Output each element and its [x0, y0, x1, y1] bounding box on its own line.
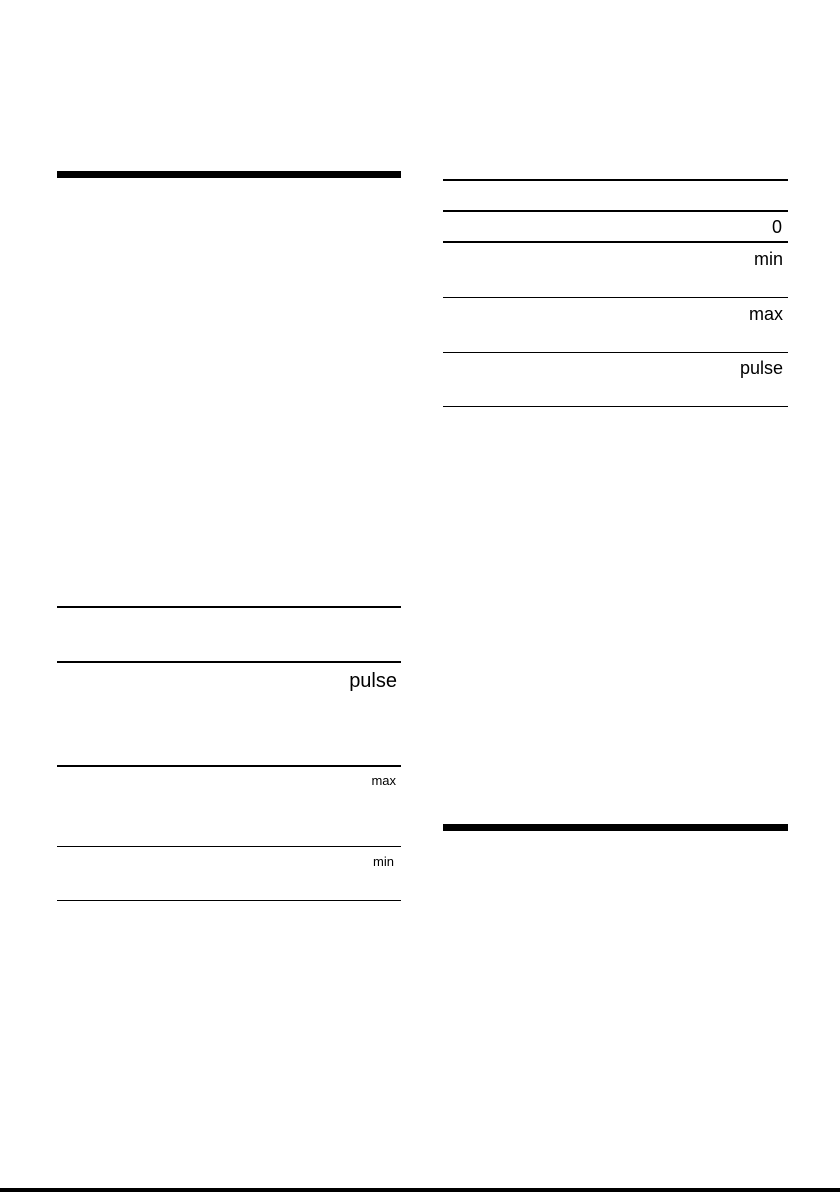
- left-table-cell-max: max: [371, 773, 396, 788]
- left-table-top-rule: [57, 606, 401, 608]
- right-table-row-rule: [443, 297, 788, 298]
- right-table-cell-min: min: [753, 249, 783, 269]
- page-bottom-border: [0, 1188, 840, 1192]
- left-table-cell-pulse: pulse: [349, 670, 397, 692]
- left-table-row-rule: [57, 765, 401, 767]
- right-table-top-rule: [443, 179, 788, 181]
- right-table-bottom-rule: [443, 406, 788, 407]
- left-table-bottom-rule: [57, 900, 401, 901]
- left-settings-table: [57, 606, 401, 902]
- right-table-cell-max: max: [748, 304, 783, 324]
- right-table-row-rule: [443, 241, 788, 243]
- left-table-header-rule: [57, 661, 401, 663]
- right-settings-table: [443, 179, 788, 409]
- right-table-row-rule: [443, 352, 788, 353]
- right-table-header-rule: [443, 210, 788, 212]
- right-table-cell-pulse: pulse: [739, 358, 783, 378]
- left-section-heading-rule: [57, 171, 401, 178]
- left-table-row-rule: [57, 846, 401, 847]
- right-section-heading-rule: [443, 824, 788, 831]
- left-table-cell-min: min: [373, 854, 394, 869]
- right-table-cell-0: 0: [771, 217, 782, 237]
